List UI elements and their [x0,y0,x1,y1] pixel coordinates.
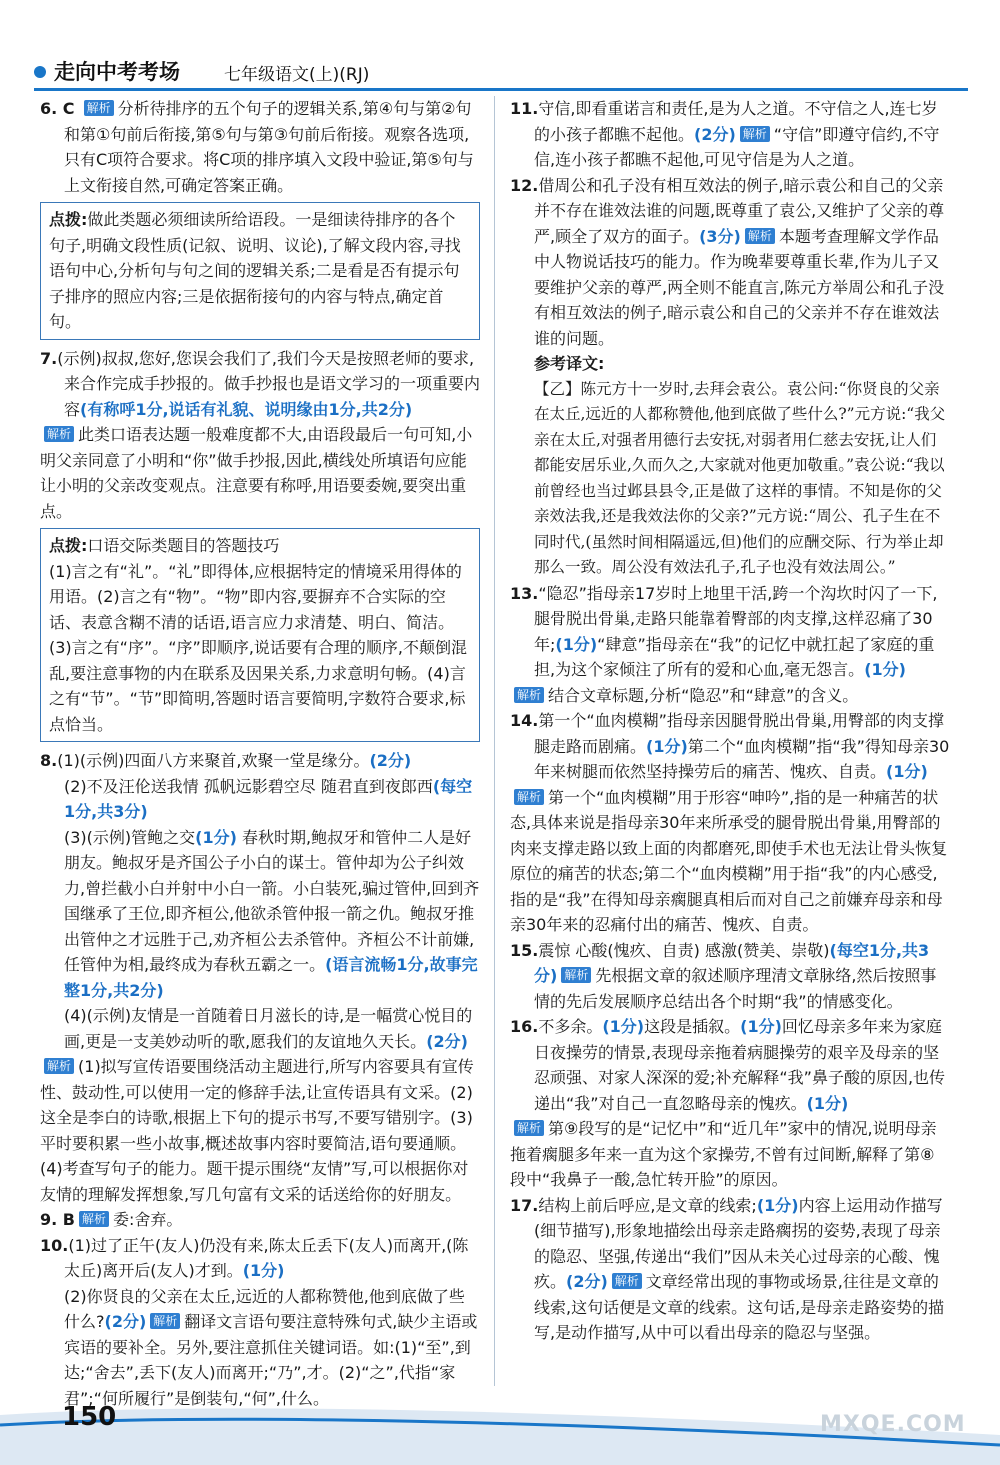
score-note: (2分) [566,1272,608,1291]
answer-7 [40,346,480,423]
analysis-text: 文章经常出现的事物或场景,往往是文章的线索,这句话便是文章的线索。这句话,是母亲走路姿势的描写,是动作描写,从中可以看出母亲的隐忍与坚强。 [534,1272,945,1342]
tip-box-2 [40,528,480,742]
answer-text: “肆意”指母亲在“我”的记忆中就扛起了家庭的重担,为这个家倾注了所有的爱和心血,毫无怨言。 [534,634,935,679]
tip-text: 做此类题必须细读所给语段。一是细读待排序的各个句子,明确文段性质(记叙、说明、议论),了解文段内容,寻找语句中心,分析句与句之间的逻辑关系;二是看是否有提示句子排序的照应内容;三是依据衔接句的内容与特点,确定首句。 [49,210,461,331]
answer-8 [40,748,480,774]
analysis-14 [510,785,950,938]
analysis-text: 第一个“血肉模糊”用于形容“呻吟”,指的是一种痛苦的状态,具体来说是指母亲30年来所承受的腿骨脱出骨巢,用臀部的肉来支撑走路以致上面的肉都磨死,即使手术也无法让骨头恢复原位的痛苦的状态;第二个“血肉模糊”用于指“我”的内心感受,指的是“我”在得知母亲瘸腿真相后而对自己之前嫌弃母亲和母亲30年来的忍痛付出的痛苦、愧疚、自责。 [510,787,948,934]
score-note: (每空1分,共3分) [64,776,473,821]
answer-15 [510,938,950,1015]
score-note: (2分) [426,1031,468,1051]
score-note: (有称呼1分,说话有礼貌、说明缘由1分,共2分) [80,399,413,419]
answer-text: 分析待排序的五个句子的逻辑关系,第④句与第②句和第①句前后衔接,第⑤句与第③句前后衔接。观察各选项,只有C项符合要求。将C项的排序填入文段中验证,第⑤句与上文衔接自然,可确定答案正确。 [64,99,474,195]
answer-text: 内容上运用动作描写(细节描写),形象地描绘出母亲走路瘸拐的姿势,表现了母亲的隐忍、坚强,传递出“我们”因从未关心过母亲的心酸、愧疚。 [534,1195,943,1291]
score-note: (1分) [555,634,598,654]
answer-number: 11. [510,99,539,118]
analysis-text: 第⑨段写的是“记忆中”和“近几年”家中的情况,说明母亲拖着瘸腿多年来一直为这个家操劳,不曾有过间断,解释了第⑧段中“我鼻子一酸,急忙转开脸”的原因。 [510,1119,937,1189]
answer-number: 14. [510,711,539,730]
analysis-tag: 解析 [561,967,591,983]
page-number: 150 [62,1402,117,1432]
bullet-icon [34,66,46,78]
answer-8-2 [40,774,480,825]
header-rule [34,88,968,91]
answer-text: (2)你贤良的父亲在太丘,远近的人都称赞他,他到底做了些什么? [64,1286,465,1331]
answer-10 [40,1233,480,1284]
answer-9 [40,1207,480,1233]
score-note: (1分) [646,736,688,756]
analysis-16 [510,1116,950,1193]
answer-text: (4)(示例)友情是一首随着日月滋长的诗,是一幅赏心悦目的画,更是一支美妙动听的歌,愿我们的友谊地久天长。 [64,1006,473,1051]
answer-text: 第一个“血肉模糊”指母亲因腿骨脱出骨巢,用臀部的肉支撑腿走路而剧痛。 [534,711,945,756]
answer-number: 10. [40,1235,69,1255]
tip-title: 点拨: [49,210,88,229]
answer-text: (1)过了正午(友人)仍没有来,陈太丘丢下(友人)而离开,(陈太丘)离开后(友人)才到。 [64,1235,469,1280]
score-note: (1分) [886,762,928,781]
answer-text: (2)不及汪伦送我情 孤帆远影碧空尽 随君直到夜郎西 [64,776,433,796]
answer-16 [510,1014,950,1116]
answer-6 [40,96,480,198]
tip-box-1 [40,202,480,340]
score-note: (2分) [694,124,736,144]
tip-text: (1)言之有“礼”。“礼”即得体,应根据特定的情境采用得体的用语。(2)言之有“物”。“物”即内容,要摒弃不合实际的空话、表意含糊不清的话语,语言应力求清楚、明白、简洁。(3)言之有“序”。“序”即顺序,说话要有合理的顺序,不颠倒混乱,要注意事物的内在联系及因果关系,力求意明句畅。(4)言之有“节”。“节”即简明,答题时语言要简明,字数符合要求,标点恰当。 [49,561,467,734]
analysis-tag: 解析 [514,687,544,703]
answer-text: 借周公和孔子没有相互效法的例子,暗示袁公和自己的父亲并不存在谁效法谁的问题,既尊重了袁公,又维护了父亲的尊严,顾全了双方的面子。 [534,175,945,246]
subject-title: 七年级语文(上)(RJ) [224,65,370,85]
analysis-text: 结合文章标题,分析“隐忍”和“肆意”的含义。 [548,685,859,705]
score-note: (2分) [104,1312,147,1331]
answer-text: 守信,即看重诺言和责任,是为人之道。不守信之人,连七岁的小孩子都瞧不起他。 [534,99,938,144]
analysis-tag: 解析 [745,228,775,244]
analysis-text: 本题考查理解文学作品中人物说话技巧的能力。作为晚辈要尊重长辈,作为儿子又要维护父亲的尊严,两全则不能直言,陈元方举周公和孔子没有相互效法的例子,暗示袁公和自己的父亲并不存在谁效法谁的问题。 [534,226,945,348]
answer-number: 16. [510,1017,539,1036]
analysis-text: (1)拟写宣传语要围绕活动主题进行,所写内容要具有宣传性、鼓动性,可以使用一定的修辞手法,让宣传语具有文采。(2)这全是李白的诗歌,根据上下句的提示书写,不要写错别字。(3)平时要积累一些小故事,概述故事内容时要简洁,语句要通顺。(4)考查写句子的能力。题干提示围绕“友情”写,可以根据你对友情的理解发挥想象,写几句富有文采的话送给你的好朋友。 [40,1057,474,1204]
watermark: MXQE.COM [820,1412,966,1437]
analysis-tag: 解析 [740,126,770,142]
analysis-tag: 解析 [44,1058,74,1074]
answer-number: 8. [40,751,58,770]
score-note: (语言流畅1分,故事完整1分,共2分) [64,955,478,1000]
answer-number: 7. [40,348,58,368]
analysis-tag: 解析 [514,789,544,805]
analysis-text: 此类口语表达题一般难度都不大,由语段最后一句可知,小明父亲同意了小明和“你”做手抄报,因此,横线处所填语句应能让小明的父亲改变观点。注意要有称呼,用语要委婉,要突出重点。 [40,425,473,521]
analysis-tag: 解析 [514,1120,544,1136]
answer-13 [510,581,950,683]
answer-text: 结构上前后呼应,是文章的线索; [538,1195,757,1215]
answer-12 [510,173,950,352]
analysis-13 [510,683,950,709]
answer-text: 震惊 心酸(愧疚、自责) 感激(赞美、崇敬) [538,940,830,960]
score-note: (每空1分,共3分) [534,940,930,985]
score-note: (1分) [806,1093,849,1113]
translation-title: 参考译文: [534,354,605,373]
score-note: (1分) [602,1017,645,1036]
answer-text: (1)(示例)四面八方来聚首,欢聚一堂是缘分。 [57,751,370,770]
answer-number: 17. [510,1195,539,1215]
score-note: (1分) [756,1195,799,1215]
series-title: 走向中考考场 [54,59,180,84]
analysis-text: “守信”即遵守信约,不守信,连小孩子都瞧不起他,可见守信是为人之道。 [534,124,940,169]
analysis-8 [40,1054,480,1207]
answer-8-4 [40,1003,480,1054]
tip-title: 点拨: [49,536,88,555]
analysis-7 [40,422,480,524]
score-note: (1分) [740,1017,782,1036]
left-column [40,96,480,1411]
answer-number: 6. C [40,99,75,118]
answer-text: “隐忍”指母亲17岁时上地里干活,跨一个沟坎时闪了一下,腿骨脱出骨巢,走路只能靠着臀部的肉支撑,这样忍痛了30年; [534,583,938,654]
answer-text: 这段是插叙。 [644,1017,741,1036]
answer-number: 12. [510,175,539,195]
score-note: (3分) [699,226,741,246]
analysis-tag: 解析 [150,1313,180,1329]
analysis-tag: 解析 [84,100,114,116]
column-divider [494,96,495,1386]
right-column [510,96,950,1346]
answer-number: 15. [510,940,539,960]
analysis-text: 先根据文章的叙述顺序理清文章脉络,然后按照事情的先后发展顺序总结出各个时期“我”的情感变化。 [534,966,937,1011]
analysis-tag: 解析 [79,1211,109,1227]
answer-text: 不多余。 [538,1017,603,1036]
answer-text: 回忆母亲多年来为家庭日夜操劳的情景,表现母亲拖着病腿操劳的艰辛及母亲的坚忍顽强、对家人深深的爱;补充解释“我”鼻子酸的原因,也传递出“我”对自己一直忽略母亲的愧疚。 [534,1017,946,1113]
score-note: (1分) [195,827,237,847]
translation-text: 【乙】陈元方十一岁时,去拜会袁公。袁公问:“你贤良的父亲在太丘,远近的人都称赞他,他到底做了些什么?”元方说:“我父亲在太丘,对强者用德行去安抚,对弱者用仁慈去安抚,让人们都能安居乐业,久而久之,大家就对他更加敬重。”袁公说:“我以前曾经也当过邺县县令,正是做了这样的事情。不知是你的父亲效法我,还是我效法你的父亲?”元方说:“周公、孔子生在不同时代,(虽然时间相隔遥远,但)他们的应酬交际、行为举止却那么一致。周公没有效法孔子,孔子也没有效法周公。” [534,379,946,576]
tip-subtitle: 口语交际类题目的答题技巧 [87,536,280,555]
score-note: (1分) [864,660,906,679]
answer-11 [510,96,950,173]
answer-text: 春秋时期,鲍叔牙和管仲二人是好朋友。鲍叔牙是齐国公子小白的谋士。管仲却为公子纠效力,曾拦截小白并射中小白一箭。小白装死,骗过管仲,回到齐国继承了王位,即齐桓公,他欲杀管仲报一箭之仇。鲍叔牙推出管仲之才远胜于己,劝齐桓公去杀管仲。齐桓公不计前嫌,任管仲为相,最终成为春秋五霸之一。 [64,827,480,974]
score-note: (2分) [369,751,412,770]
analysis-tag: 解析 [612,1273,642,1289]
answer-number: 13. [510,583,539,603]
answer-text: (3)(示例)管鲍之交 [64,827,196,847]
answer-8-3 [40,825,480,1004]
answer-number: 9. B [40,1210,75,1229]
answer-text: 委:舍弃。 [113,1210,183,1229]
answer-14 [510,708,950,785]
answer-text: 第二个“血肉模糊”指“我”得知母亲30年来树腿而依然坚持操劳后的痛苦、愧疚、自责。 [534,736,950,781]
answer-text: (示例)叔叔,您好,您误会我们了,我们今天是按照老师的要求,来合作完成手抄报的。做手抄报也是语文学习的一项重要内容 [57,348,481,419]
analysis-tag: 解析 [44,426,74,442]
analysis-text: 翻译文言语句要注意特殊句式,缺少主语或宾语的要补全。另外,要注意抓住关键词语。如:(1)“至”,到达;“舍去”,丢下(友人)而离开;“乃”,才。(2)“之”,代指“家君”;“何所履行”是倒装句,“何”,什么。 [64,1312,478,1408]
page-header [28,52,968,96]
answer-17 [510,1193,950,1346]
score-note: (1分) [242,1261,285,1280]
